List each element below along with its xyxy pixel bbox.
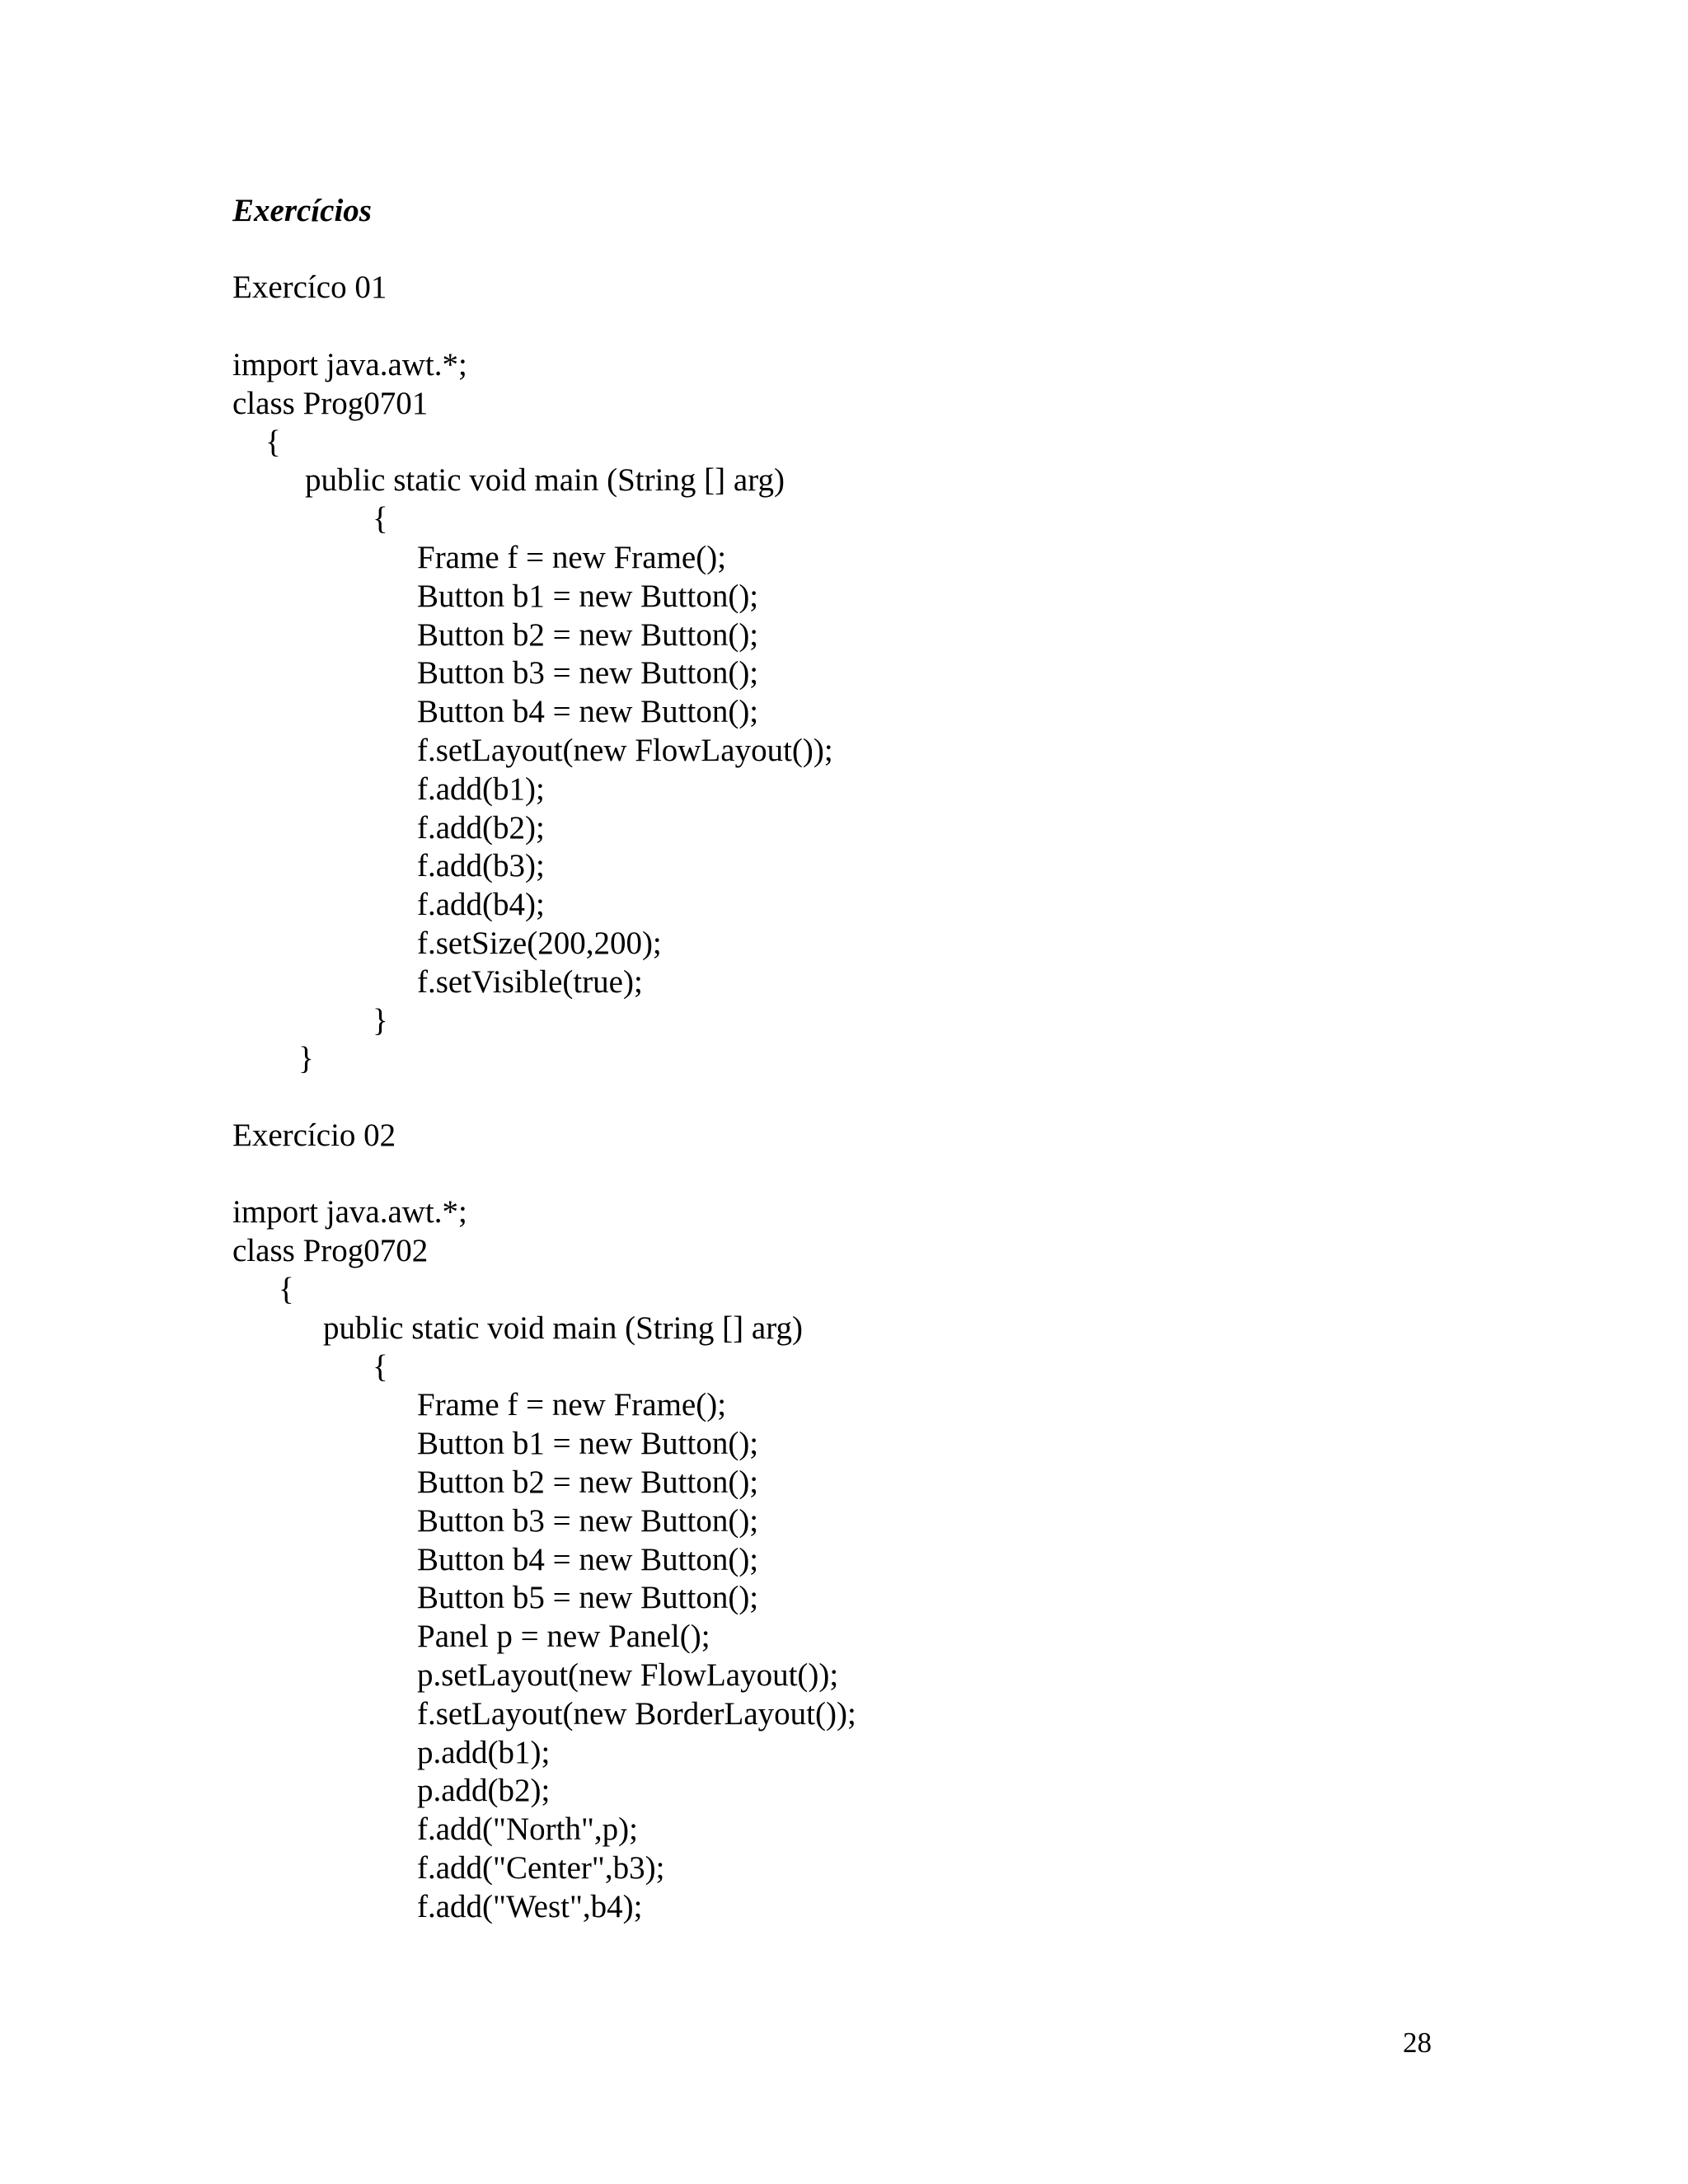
code-line: Button b1 = new Button(); — [417, 1426, 759, 1461]
code-line: import java.awt.*; — [232, 347, 467, 382]
code-line: f.add(b4); — [417, 887, 545, 922]
code-line: public static void main (String [] arg) — [323, 1310, 803, 1346]
code-line: p.add(b2); — [417, 1773, 551, 1808]
code-line: { — [373, 501, 388, 537]
code-line: p.setLayout(new FlowLayout()); — [417, 1657, 839, 1693]
code-line: Button b3 = new Button(); — [417, 655, 759, 691]
code-line: f.add(b1); — [417, 771, 545, 807]
code-line: f.add(b3); — [417, 848, 545, 883]
code-line: Frame f = new Frame(); — [417, 1387, 727, 1422]
code-line: Button b2 = new Button(); — [417, 617, 759, 653]
code-line: f.add("North",p); — [417, 1811, 638, 1847]
code-line: } — [298, 1041, 314, 1076]
code-line: p.add(b1); — [417, 1735, 551, 1770]
code-line: Panel p = new Panel(); — [417, 1619, 710, 1654]
code-line: Button b3 = new Button(); — [417, 1503, 759, 1539]
page-number: 28 — [1403, 2027, 1432, 2059]
code-line: Button b4 = new Button(); — [417, 694, 759, 729]
code-line: } — [373, 1003, 388, 1038]
code-line: { — [265, 424, 281, 460]
exercise-2-title: Exercício 02 — [232, 1118, 396, 1153]
code-line: f.add(b2); — [417, 810, 545, 846]
code-line: f.add("Center",b3); — [417, 1850, 665, 1886]
section-heading: Exercícios — [232, 193, 372, 228]
code-line: Button b5 = new Button(); — [417, 1580, 759, 1615]
code-line: import java.awt.*; — [232, 1194, 467, 1230]
code-line: { — [279, 1272, 294, 1307]
code-line: class Prog0701 — [232, 386, 429, 421]
code-line: f.setLayout(new BorderLayout()); — [417, 1696, 856, 1732]
code-line: Button b1 = new Button(); — [417, 579, 759, 614]
exercise-1-title: Exercíco 01 — [232, 269, 387, 305]
code-line: public static void main (String [] arg) — [305, 462, 785, 498]
code-line: f.setSize(200,200); — [417, 926, 662, 961]
code-line: Frame f = new Frame(); — [417, 540, 727, 575]
code-line: { — [373, 1349, 388, 1385]
code-line: f.setVisible(true); — [417, 964, 643, 1000]
code-line: f.add("West",b4); — [417, 1889, 643, 1924]
code-line: class Prog0702 — [232, 1233, 429, 1268]
code-line: Button b4 = new Button(); — [417, 1542, 759, 1577]
code-line: f.setLayout(new FlowLayout()); — [417, 733, 833, 768]
code-line: Button b2 = new Button(); — [417, 1465, 759, 1500]
